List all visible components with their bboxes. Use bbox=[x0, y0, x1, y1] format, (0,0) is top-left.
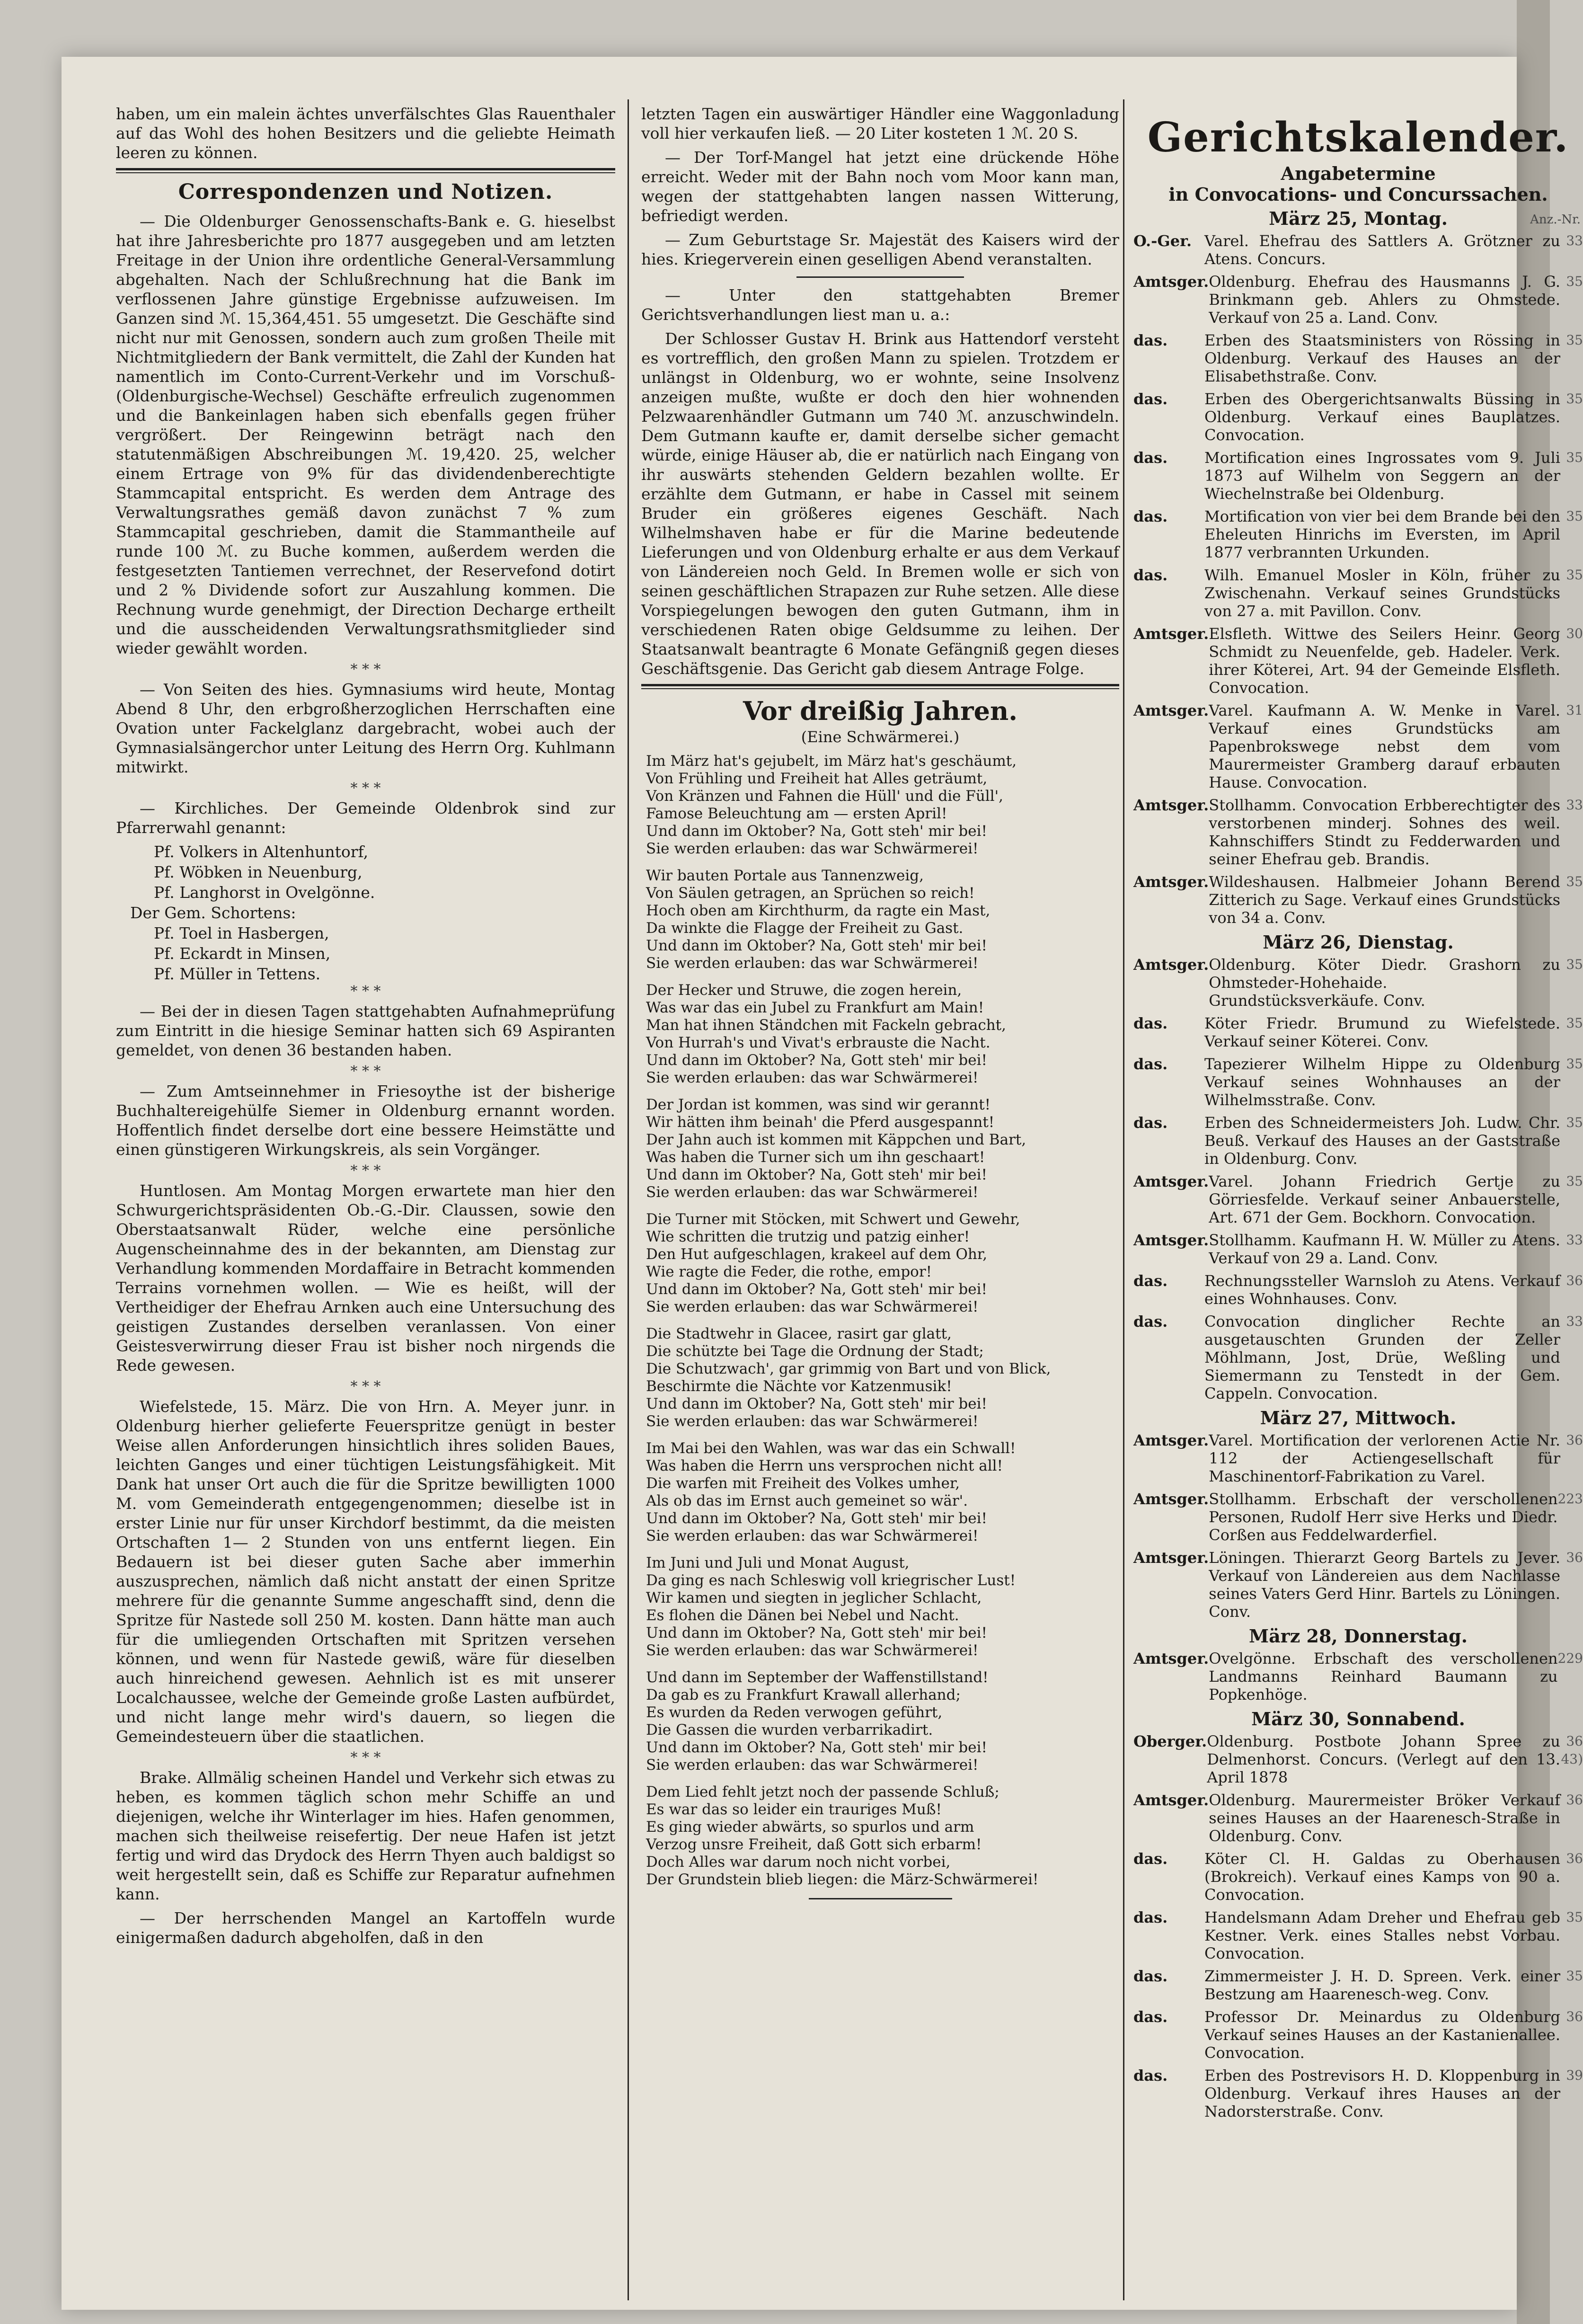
pastor-list bbox=[116, 842, 615, 984]
poem-line: Da ging es nach Schleswig voll kriegrischer Lust! bbox=[646, 1572, 1016, 1589]
calendar-entry bbox=[1133, 1850, 1583, 1904]
entry-text: Löningen. Thierarzt Georg Bartels zu Jever. Verkauf von Ländereien aus dem Nachlasse seines Vaters Gerd Hinr. Bartels zu Löningen. Conv. bbox=[1209, 1549, 1560, 1621]
calendar-day-row bbox=[1133, 1708, 1583, 1730]
asterism: * * * bbox=[350, 1378, 381, 1395]
entry-number: 35 bbox=[1566, 391, 1583, 407]
poem-line: Sie werden erlauben: das war Schwärmerei! bbox=[646, 1069, 979, 1086]
entry-text: Varel. Ehefrau des Sattlers A. Grötzner zu Atens. Concurs. bbox=[1204, 232, 1560, 268]
calendar-day-row bbox=[1133, 1625, 1583, 1647]
entry-number: 33 bbox=[1566, 1232, 1583, 1248]
entry-number: 36 bbox=[1566, 1550, 1583, 1565]
calendar-entry bbox=[1133, 273, 1583, 327]
court-name: Amtsger. bbox=[1133, 873, 1209, 891]
court-name: O.-Ger. bbox=[1133, 232, 1192, 250]
entry-number: 229 bbox=[1557, 1650, 1583, 1666]
poem-line: Man hat ihnen Ständchen mit Fackeln gebracht, bbox=[646, 1017, 1006, 1034]
court-name: Amtsger. bbox=[1133, 956, 1209, 974]
court-name: das. bbox=[1133, 566, 1168, 584]
court-name: das. bbox=[1133, 2067, 1168, 2085]
entry-text: Erben des Obergerichtsanwalts Büssing in Oldenburg. Verkauf eines Bauplatzes. Convocation. bbox=[1204, 390, 1560, 444]
section-rule bbox=[116, 172, 615, 173]
court-name: das. bbox=[1133, 507, 1168, 525]
court-name: das. bbox=[1133, 390, 1168, 408]
article-kirchliches: — Kirchliches. Der Gemeinde Oldenbrok sind zur Pfarrerwahl genannt: bbox=[116, 799, 615, 837]
court-calendar bbox=[1133, 208, 1583, 2120]
calendar-day-heading: März 30, Sonnabend. bbox=[1251, 1708, 1465, 1730]
article-bank: — Die Oldenburger Genossenschafts-Bank e. G. hieselbst hat ihre Jahresberichte pro 1877 ausgegeben und am letzten Freitage in der Union ihre ordentliche General-Versammlung abgehalten. Nach der Schlußrechnung hat die Bank im verflossenen Jahre günstige Ergebnisse aufzuweisen. Im Ganzen sind ℳ. 15,364,451. 55 umgesetzt. Die Geschäfte sind nicht nur mit Genossen, sondern auch zum großen Theile mit Nichtmitgliedern der Bank vermittelt, die Zahl der Kunden hat namentlich im Conto-Current-Verkehr und im Vorschuß- (Oldenburgische-Wechsel) Geschäfte erfreulich zugenommen und die Bankeinlagen haben sich ebenfalls gegen früher vergrößert. Der Reingewinn beträgt nach den statutenmäßigen Abschreibungen ℳ. 19,420. 25, welcher einem Ertrage von 9% für das dividendenberechtigte Stammcapital entspricht. Es werden dem Antrage des Verwaltungsrathes gemäß davon zunächst 7 % zum Stammcapital geschrieben, damit die Stammantheile auf runde 100 ℳ. zu Buche kommen, außerdem werden die festgesetzten Tantiemen verrechnet, der Reservefond dotirt und 2 % Dividende sofort zur Auszahlung kommen. Die Rechnung wurde genehmigt, der Direction Decharge ertheilt und die ausscheidenden Verwaltungsrathsmitglieder sind wieder gewählt worden. bbox=[116, 212, 615, 657]
court-name: das. bbox=[1133, 2008, 1168, 2026]
entry-number: 36 bbox=[1566, 2009, 1583, 2024]
pastor-name: Pf. Langhorst in Ovelgönne. bbox=[154, 883, 375, 902]
entry-number: 39 bbox=[1566, 2067, 1583, 2083]
poem-line: Die Turner mit Stöcken, mit Schwert und Gewehr, bbox=[646, 1211, 1020, 1228]
court-name: Amtsger. bbox=[1133, 1549, 1209, 1567]
entry-text: Handelsmann Adam Dreher und Ehefrau geb Kestner. Verk. eines Stalles nebst Vorbau. Convocation. bbox=[1204, 1908, 1560, 1962]
poem-line: Von Säulen getragen, an Sprüchen so reich! bbox=[646, 885, 975, 902]
poem-stanza bbox=[646, 1325, 1119, 1430]
poem-line: Es ging wieder abwärts, so spurlos und arm bbox=[646, 1818, 974, 1836]
calendar-entry bbox=[1133, 2067, 1583, 2120]
court-name: das. bbox=[1133, 1908, 1168, 1926]
entry-number: 35 bbox=[1566, 1909, 1583, 1925]
poem-line: Es flohen die Dänen bei Nebel und Nacht. bbox=[646, 1607, 959, 1624]
calendar-entry bbox=[1133, 1114, 1583, 1168]
entry-text: Erben des Staatsministers von Rössing in Oldenburg. Verkauf des Hauses an der Elisabethstraße. Conv. bbox=[1204, 331, 1560, 385]
court-name: Oberger. bbox=[1133, 1732, 1207, 1750]
poem-line: Famose Beleuchtung am — ersten April! bbox=[646, 805, 947, 822]
poem-stanza bbox=[646, 1096, 1119, 1201]
calendar-entry bbox=[1133, 701, 1583, 791]
calendar-entry bbox=[1133, 1272, 1583, 1308]
entry-text: Stollhamm. Erbschaft der verschollenen Personen, Rudolf Herr sive Herks und Diedr. Corßen aus Feddelwarderfiel. bbox=[1209, 1490, 1558, 1544]
section-rule bbox=[641, 684, 1119, 686]
court-name: das. bbox=[1133, 1967, 1168, 1985]
calendar-entry bbox=[1133, 1431, 1583, 1485]
poem-line: Verzog unsre Freiheit, daß Gott sich erbarm! bbox=[646, 1836, 982, 1853]
calendar-entry bbox=[1133, 956, 1583, 1010]
calendar-entry bbox=[1133, 625, 1583, 697]
court-name: Amtsger. bbox=[1133, 1490, 1209, 1508]
poem-line: Sie werden erlauben: das war Schwärmerei! bbox=[646, 1642, 979, 1659]
asterism: * * * bbox=[350, 661, 381, 678]
poem-line: Was war das ein Jubel zu Frankfurt am Main! bbox=[646, 999, 984, 1016]
pastor-name: Pf. Wöbken in Neuenburg, bbox=[154, 863, 363, 881]
entry-text: Stollhamm. Convocation Erbberechtigter des verstorbenen minderj. Sohnes des weil. Kahnschiffers Stindt zu Fedderwarden und seiner Ehefrau geb. Brandis. bbox=[1209, 796, 1560, 868]
section-title: Correspondenzen und Notizen. bbox=[178, 180, 553, 204]
entry-text: Tapezierer Wilhelm Hippe zu Oldenburg Verkauf seines Wohnhauses an der Wilhelmsstraße. Conv. bbox=[1204, 1055, 1560, 1109]
calendar-entry bbox=[1133, 1908, 1583, 1962]
poem-line: Und dann im Oktober? Na, Gott steh' mir bei! bbox=[646, 1510, 987, 1527]
entry-text: Erben des Schneidermeisters Joh. Ludw. Chr. Beuß. Verkauf des Hauses an der Gaststraße in Oldenburg. Conv. bbox=[1204, 1114, 1560, 1168]
entry-number: 35 bbox=[1566, 957, 1583, 972]
court-name: das. bbox=[1133, 1014, 1168, 1032]
entry-text: Wildeshausen. Halbmeier Johann Berend Zitterich zu Sage. Verkauf eines Grundstücks von 34 a. Conv. bbox=[1209, 873, 1560, 927]
calendar-entry bbox=[1133, 1172, 1583, 1226]
court-name: das. bbox=[1133, 1272, 1168, 1290]
poem-line: Von Kränzen und Fahnen die Hüll' und die Füll', bbox=[646, 788, 1003, 805]
court-name: das. bbox=[1133, 1114, 1168, 1132]
calendar-entry bbox=[1133, 449, 1583, 503]
poem-line: Sie werden erlauben: das war Schwärmerei! bbox=[646, 840, 979, 857]
divider bbox=[796, 276, 964, 278]
poem-line: Dem Lied fehlt jetzt noch der passende Schluß; bbox=[646, 1783, 999, 1801]
calendar-entry bbox=[1133, 1967, 1583, 2003]
poem-line: Sie werden erlauben: das war Schwärmerei! bbox=[646, 1756, 979, 1774]
asterism: * * * bbox=[350, 1749, 381, 1766]
column-middle bbox=[641, 104, 1119, 2296]
calendar-subtitle: Angabetermine bbox=[1281, 163, 1436, 184]
court-name: Amtsger. bbox=[1133, 1650, 1209, 1668]
poem-stanza bbox=[646, 1440, 1119, 1545]
poem-line: Wie schritten die trutzig und patzig einher! bbox=[646, 1228, 970, 1245]
poem-line: Die Gassen die wurden verbarrikadirt. bbox=[646, 1721, 933, 1739]
section-rule bbox=[641, 688, 1119, 689]
entry-text: Oldenburg. Köter Diedr. Grashorn zu Ohmsteder-Hohehaide. Grundstücksverkäufe. Conv. bbox=[1209, 956, 1560, 1010]
entry-number: 35 bbox=[1566, 874, 1583, 889]
entry-text: Köter Friedr. Brumund zu Wiefelstede. Verkauf seiner Köterei. Conv. bbox=[1204, 1014, 1560, 1050]
poem-line: Im Juni und Juli und Monat August, bbox=[646, 1554, 910, 1571]
poem-stanza bbox=[646, 867, 1119, 972]
court-name: das. bbox=[1133, 449, 1168, 467]
poem-line: Sie werden erlauben: das war Schwärmerei! bbox=[646, 955, 979, 972]
article-brink: Der Schlosser Gustav H. Brink aus Hattendorf versteht es vortrefflich, den großen Mann zu spielen. Trotzdem er unlängst in Oldenburg, wo er wohnte, seine Insolvenz anzeigen mußte, wußte er doch den hier wohnenden Pelzwaarenhändler Gutmann um 740 ℳ. anzuschwindeln. Dem Gutmann kaufte er, damit derselbe sicher gemacht würde, einige Häuser ab, die er natürlich nach Eingang von ihr auswärts stehenden Geldern bezahlen wollte. Er erzählte dem Gutmann, er habe in Cassel mit seinem Bruder ein größeres eigenes Geschäft. Nach Wilhelmshaven habe er für die Marine bedeutende Lieferungen und von Oldenburg erhalte er aus dem Verkauf von Ländereien noch Geld. In Bremen wolle er sich von seinen geschäftlichen Strapazen zur Ruhe setzen. Alle diese Vorspiegelungen bewogen den guten Gutmann, ihm in verschiedenen Raten obige Geldsumme zu leihen. Der Staatsanwalt beantragte 6 Monate Gefängniß gegen dieses Geschäftsgenie. Das Gericht gab diesem Antrage Folge. bbox=[641, 329, 1119, 678]
calendar-entry bbox=[1133, 796, 1583, 868]
divider bbox=[809, 1898, 952, 1899]
column-rule bbox=[628, 99, 629, 2300]
calendar-entry bbox=[1133, 1055, 1583, 1109]
column-label: Anz.-Nr. bbox=[1530, 213, 1581, 227]
entry-number: 36 bbox=[1566, 1851, 1583, 1866]
calendar-day-row bbox=[1133, 208, 1583, 229]
poem-line: Was haben die Herrn uns versprochen nicht all! bbox=[646, 1457, 1003, 1474]
article-friesoythe: — Zum Amtseinnehmer in Friesoythe ist der bisherige Buchhaltereigehülfe Siemer in Oldenburg ernannt worden. Hoffentlich findet derselbe dort eine bessere Heimstätte und einen günstigeren Wirkungskreis, als sein Vorgänger. bbox=[116, 1082, 615, 1159]
calendar-entry bbox=[1133, 2008, 1583, 2062]
article-gymnasium: — Von Seiten des hies. Gymnasiums wird heute, Montag Abend 8 Uhr, den erbgroßherzoglichen Herrschaften eine Ovation unter Fackelglanz dargebracht, wobei auch der Gymnasialsängerchor unter Leitung des Herrn Org. Kuhlmann mitwirkt. bbox=[116, 680, 615, 776]
column-left bbox=[116, 104, 615, 2296]
entry-text: Mortification von vier bei dem Brande bei den Eheleuten Hinrichs im Eversten, im April 1877 verbrannten Urkunden. bbox=[1204, 507, 1560, 561]
asterism: * * * bbox=[350, 1063, 381, 1080]
entry-text: Varel. Johann Friedrich Gertje zu Görriesfelde. Verkauf seiner Anbauerstelle, Art. 671 der Gem. Bockhorn. Convocation. bbox=[1209, 1172, 1560, 1226]
poem-line: Die Stadtwehr in Glacee, rasirt gar glatt, bbox=[646, 1325, 952, 1342]
entry-number: 35 bbox=[1566, 1968, 1583, 1984]
entry-number: 35 bbox=[1566, 274, 1583, 289]
calendar-entry bbox=[1133, 1549, 1583, 1621]
poem-line: Sie werden erlauben: das war Schwärmerei! bbox=[646, 1298, 979, 1315]
article-kaiser: — Zum Geburtstage Sr. Majestät des Kaisers wird der hies. Kriegerverein einen geselligen Abend veranstalten. bbox=[641, 231, 1119, 268]
poem-line: Wie ragte die Feder, die rothe, empor! bbox=[646, 1263, 932, 1280]
poem-line: Beschirmte die Nächte vor Katzenmusik! bbox=[646, 1378, 952, 1395]
poem-stanza bbox=[646, 1211, 1119, 1316]
poem-line: Und dann im Oktober? Na, Gott steh' mir bei! bbox=[646, 1739, 987, 1756]
entry-text: Erben des Postrevisors H. D. Kloppenburg in Oldenburg. Verkauf ihres Hauses an der Nadorsterstraße. Conv. bbox=[1204, 2067, 1560, 2120]
entry-number: 36 43) bbox=[1561, 1733, 1583, 1767]
poem-line: Und dann im Oktober? Na, Gott steh' mir bei! bbox=[646, 1052, 987, 1069]
entry-text: Köter Cl. H. Galdas zu Oberhausen (Brokreich). Verkauf eines Kamps von 90 a. Convocation. bbox=[1204, 1850, 1560, 1904]
poem-subtitle: (Eine Schwärmerei.) bbox=[801, 728, 960, 746]
calendar-entry bbox=[1133, 873, 1583, 927]
entry-number: 33 bbox=[1566, 797, 1583, 813]
entry-text: Oldenburg. Maurermeister Bröker Verkauf seines Hauses an der Haarenesch-Straße in Oldenburg. Conv. bbox=[1209, 1791, 1560, 1845]
poem-stanza bbox=[646, 753, 1119, 858]
calendar-subtitle: in Convocations- und Concurssachen. bbox=[1168, 184, 1548, 205]
poem-line: Und dann im Oktober? Na, Gott steh' mir bei! bbox=[646, 1624, 987, 1641]
poem-title: Vor dreißig Jahren. bbox=[743, 696, 1018, 726]
calendar-entry bbox=[1133, 1650, 1583, 1703]
entry-number: 35 bbox=[1566, 450, 1583, 465]
court-name: das. bbox=[1133, 1055, 1168, 1073]
court-name: Amtsger. bbox=[1133, 273, 1209, 291]
poem bbox=[641, 753, 1119, 1889]
poem-stanza bbox=[646, 1783, 1119, 1889]
article-huntlosen: Huntlosen. Am Montag Morgen erwartete man hier den Schwurgerichtspräsidenten Ob.-G.-Dir. Claussen, sowie den Oberstaatsanwalt Rüder, welche eine persönliche Augenscheinnahme des in der bekannten, am Dienstag zur Verhandlung kommenden Mordaffaire in Betracht kommenden Terrains vornehmen wollen. — Wie es heißt, will der Vertheidiger der Ehefrau Arnken auch eine Untersuchung des geistigen Zustandes derselben veranlassen. Von einer Geistesverwirrung dieser Frau ist bisher noch nirgends die Rede gewesen. bbox=[116, 1181, 615, 1375]
entry-number: 35 bbox=[1566, 567, 1583, 583]
calendar-day-row bbox=[1133, 1407, 1583, 1428]
court-name: Amtsger. bbox=[1133, 1791, 1209, 1809]
asterism: * * * bbox=[350, 780, 381, 797]
calendar-entry bbox=[1133, 1791, 1583, 1845]
entry-number: 36 bbox=[1566, 1792, 1583, 1808]
poem-line: Und dann im Oktober? Na, Gott steh' mir bei! bbox=[646, 937, 987, 954]
article-seminar: — Bei der in diesen Tagen stattgehabten Aufnahmeprüfung zum Eintritt in die hiesige Seminar hatten sich 69 Aspiranten gemeldet, von denen 36 bestanden haben. bbox=[116, 1002, 615, 1059]
calendar-entry bbox=[1133, 507, 1583, 561]
column-rule bbox=[1123, 99, 1124, 2300]
calendar-entry bbox=[1133, 1313, 1583, 1402]
poem-line: Sie werden erlauben: das war Schwärmerei! bbox=[646, 1413, 979, 1430]
calendar-entry bbox=[1133, 331, 1583, 385]
court-name: Amtsger. bbox=[1133, 1431, 1209, 1449]
entry-text: Oldenburg. Postbote Johann Spree zu Delmenhorst. Concurs. (Verlegt auf den 13. April 1878 bbox=[1207, 1732, 1560, 1786]
entry-number: 31 bbox=[1566, 702, 1583, 718]
poem-line: Und dann im September der Waffenstillstand! bbox=[646, 1669, 989, 1686]
entry-text: Convocation dinglicher Rechte an ausgetauschten Grunden der Zeller Möhlmann, Jost, Drüe, Weßling und Siemermann zu Tenstedt in der Gem. Cappeln. Convocation. bbox=[1204, 1313, 1560, 1402]
calendar-day-heading: März 27, Mittwoch. bbox=[1260, 1407, 1457, 1428]
court-name: Amtsger. bbox=[1133, 1231, 1209, 1249]
poem-line: Im Mai bei den Wahlen, was war das ein Schwall! bbox=[646, 1440, 1016, 1457]
entry-number: 223 bbox=[1557, 1491, 1583, 1507]
poem-stanza bbox=[646, 1554, 1119, 1659]
entry-text: Varel. Kaufmann A. W. Menke in Varel. Verkauf eines Grundstücks am Papenbrokswege nebst dem vom Maurermeister Gramberg darauf erbauten Hause. Convocation. bbox=[1209, 701, 1560, 791]
poem-line: Wir bauten Portale aus Tannenzweig, bbox=[646, 867, 924, 884]
poem-line: Der Grundstein blieb liegen: die März-Schwärmerei! bbox=[646, 1871, 1039, 1888]
entry-text: Ovelgönne. Erbschaft des verschollenen Landmanns Reinhard Baumann zu Popkenhöge. bbox=[1209, 1650, 1558, 1703]
poem-line: Die schützte bei Tage die Ordnung der Stadt; bbox=[646, 1343, 984, 1360]
poem-line: Sie werden erlauben: das war Schwärmerei! bbox=[646, 1184, 979, 1201]
entry-text: Stollhamm. Kaufmann H. W. Müller zu Atens. Verkauf von 29 a. Land. Conv. bbox=[1209, 1231, 1560, 1267]
court-name: Amtsger. bbox=[1133, 625, 1209, 643]
pastor-name: Pf. Toel in Hasbergen, bbox=[154, 924, 329, 942]
poem-line: Die warfen mit Freiheit des Volkes umher, bbox=[646, 1475, 960, 1492]
court-name: das. bbox=[1133, 1313, 1168, 1331]
pastor-name: Pf. Müller in Tettens. bbox=[154, 965, 321, 983]
poem-line: Da winkte die Flagge der Freiheit zu Gast. bbox=[646, 920, 964, 937]
poem-stanza bbox=[646, 1669, 1119, 1774]
pastor-name: Pf. Volkers in Altenhuntorf, bbox=[154, 843, 369, 861]
poem-line: Doch Alles war darum noch nicht vorbei, bbox=[646, 1854, 951, 1871]
entry-number: 35 bbox=[1566, 332, 1583, 348]
entry-text: Elsfleth. Wittwe des Seilers Heinr. Georg Schmidt zu Neuenfelde, geb. Hadeler. Verk. ihrer Köterei, Art. 94 der Gemeinde Elsfleth. Convocation. bbox=[1209, 625, 1560, 697]
entry-text: Varel. Mortification der verlorenen Actie Nr. 112 der Actiengesellschaft für Maschinentorf-Fabrikation zu Varel. bbox=[1209, 1431, 1560, 1485]
poem-line: Und dann im Oktober? Na, Gott steh' mir bei! bbox=[646, 1166, 987, 1183]
calendar-day-heading: März 26, Dienstag. bbox=[1263, 931, 1454, 953]
section-rule bbox=[116, 168, 615, 170]
poem-stanza bbox=[646, 982, 1119, 1087]
entry-number: 33 bbox=[1566, 233, 1583, 248]
poem-line: Sie werden erlauben: das war Schwärmerei! bbox=[646, 1527, 979, 1544]
poem-line: Von Hurrah's und Vivat's erbrauste die Nacht. bbox=[646, 1034, 990, 1051]
entry-number: 35 bbox=[1566, 508, 1583, 524]
calendar-entry bbox=[1133, 1231, 1583, 1267]
article-bremer: — Unter den stattgehabten Bremer Gerichtsverhandlungen liest man u. a.: bbox=[641, 286, 1119, 324]
entry-text: Zimmermeister J. H. D. Spreen. Verk. einer Bestzung am Haarenesch-weg. Conv. bbox=[1204, 1967, 1560, 2003]
entry-number: 36 bbox=[1566, 1432, 1583, 1448]
court-name: Amtsger. bbox=[1133, 796, 1209, 814]
court-name: das. bbox=[1133, 1850, 1168, 1868]
column-right bbox=[1133, 104, 1583, 2296]
poem-line: Da gab es zu Frankfurt Krawall allerhand; bbox=[646, 1686, 961, 1703]
calendar-day-heading: März 28, Donnerstag. bbox=[1249, 1625, 1468, 1647]
entry-number: 35 bbox=[1566, 1115, 1583, 1130]
calendar-entry bbox=[1133, 232, 1583, 268]
poem-line: Hoch oben am Kirchthurm, da ragte ein Mast, bbox=[646, 902, 990, 919]
parish-label: Der Gem. Schortens: bbox=[130, 904, 296, 922]
poem-line: Im März hat's gejubelt, im März hat's geschäumt, bbox=[646, 753, 1017, 770]
article-brake: Brake. Allmälig scheinen Handel und Verkehr sich etwas zu heben, es kommen täglich schon mehr Schiffe an und diejenigen, welche ihr Winterlager im hies. Hafen genommen, machen sich theilweise reisefertig. Der neue Hafen ist jetzt fertig und wird das Drydock des Herrn Thyen auch baldigst so weit hergestellt sein, daß es Schiffe zur Reparatur aufnehmen kann. bbox=[116, 1768, 615, 1903]
calendar-title: Gerichtskalender. bbox=[1147, 114, 1569, 161]
poem-line: Es wurden da Reden verwogen geführt, bbox=[646, 1704, 943, 1721]
poem-line: Es war das so leider ein trauriges Muß! bbox=[646, 1801, 942, 1818]
entry-text: Mortification eines Ingrossates vom 9. Juli 1873 auf Wilhelm von Seggern an der Wiechelnstraße bei Oldenburg. bbox=[1204, 449, 1560, 503]
poem-line: Der Hecker und Struwe, die zogen herein, bbox=[646, 982, 962, 999]
poem-line: Wir kamen und siegten in jeglicher Schlacht, bbox=[646, 1589, 982, 1606]
calendar-day-row bbox=[1133, 931, 1583, 953]
court-name: Amtsger. bbox=[1133, 701, 1209, 719]
entry-text: Oldenburg. Ehefrau des Hausmanns J. G. Brinkmann geb. Ahlers zu Ohmstede. Verkauf von 25 a. Land. Conv. bbox=[1209, 273, 1560, 327]
poem-line: Was haben die Turner sich um ihn geschaart! bbox=[646, 1149, 985, 1166]
calendar-entry bbox=[1133, 566, 1583, 620]
asterism: * * * bbox=[350, 1162, 381, 1179]
article-kartoffel: — Der herrschenden Mangel an Kartoffeln wurde einigermaßen dadurch abgeholfen, daß in den bbox=[116, 1909, 615, 1947]
article-torf: — Der Torf-Mangel hat jetzt eine drückende Höhe erreicht. Weder mit der Bahn noch vom Moor kann man, wegen der stattgehabten langen nassen Witterung, befriedigt werden. bbox=[641, 148, 1119, 225]
calendar-entry bbox=[1133, 1490, 1583, 1544]
article-continued: letzten Tagen ein auswärtiger Händler eine Waggonladung voll hier verkaufen ließ. — 20 Liter kosteten 1 ℳ. 20 S. bbox=[641, 105, 1119, 142]
entry-text: Rechnungssteller Warnsloh zu Atens. Verkauf eines Wohnhauses. Conv. bbox=[1204, 1272, 1560, 1308]
entry-number: 36 bbox=[1566, 1273, 1583, 1288]
pastor-name: Pf. Eckardt in Minsen, bbox=[154, 944, 331, 963]
poem-line: Und dann im Oktober? Na, Gott steh' mir bei! bbox=[646, 1281, 987, 1298]
poem-line: Die Schutzwach', gar grimmig von Bart und von Blick, bbox=[646, 1360, 1051, 1377]
poem-line: Als ob das im Ernst auch gemeinet so wär'. bbox=[646, 1492, 968, 1509]
poem-line: Und dann im Oktober? Na, Gott steh' mir bei! bbox=[646, 823, 987, 840]
poem-line: Von Frühling und Freiheit hat Alles geträumt, bbox=[646, 770, 988, 787]
asterism: * * * bbox=[350, 983, 381, 1000]
poem-line: Der Jahn auch ist kommen mit Käppchen und Bart, bbox=[646, 1131, 1026, 1148]
calendar-entry bbox=[1133, 1732, 1583, 1786]
article-wiefelstede: Wiefelstede, 15. März. Die von Hrn. A. Meyer junr. in Oldenburg hierher gelieferte Feuerspritze genügt in bester Weise allen Anforderungen hinsichtlich ihres soliden Baues, leichten Ganges und einer tüchtigen Leistungsfähigkeit. Mit Dank hat unser Ort auch die für die Spritze bewilligten 1000 M. vom Gemeinderath entgegengenommen; dieselbe ist in erster Linie nur für unser Kirchdorf bestimmt, da die meisten Ortschaften 1— 2 Stunden von uns entfernt liegen. Ein Bedauern ist bei dieser guten Sache aber immerhin auszusprechen, nämlich daß nicht anstatt der einen Spritze mehrere für die genannte Summe angeschafft sind, denn die Spritze für Nastede soll 250 M. kosten. Dann hätte man auch für die umliegenden Ortschaften mit Spritzen versehen können, und wenn für Nastede gewiß, wäre für dieselben auch hinreichend gewesen. Aehnlich ist es mit unserer Localchaussee, welche der Gemeinde große Lasten aufbürdet, und nicht lange mehr wird's dauern, so liegen die Gemeindesteuern über die staatlichen. bbox=[116, 1397, 615, 1746]
entry-number: 35 bbox=[1566, 1173, 1583, 1189]
entry-number: 35 bbox=[1566, 1056, 1583, 1072]
court-name: Amtsger. bbox=[1133, 1172, 1209, 1190]
court-name: das. bbox=[1133, 331, 1168, 349]
entry-text: Professor Dr. Meinardus zu Oldenburg Verkauf seines Hauses an der Kastanienallee. Convocation. bbox=[1204, 2008, 1560, 2062]
newspaper-page bbox=[62, 57, 1583, 2310]
entry-number: 30 bbox=[1566, 626, 1583, 641]
poem-line: Und dann im Oktober? Na, Gott steh' mir bei! bbox=[646, 1395, 987, 1412]
calendar-day-heading: März 25, Montag. bbox=[1269, 208, 1448, 229]
entry-text: Wilh. Emanuel Mosler in Köln, früher zu Zwischenahn. Verkauf seines Grundstücks von 27 a. mit Pavillon. Conv. bbox=[1204, 566, 1560, 620]
entry-number: 35 bbox=[1566, 1015, 1583, 1031]
intro-paragraph: haben, um ein malein ächtes unverfälschtes Glas Rauenthaler auf das Wohl des hohen Besitzers und die geliebte Heimath leeren zu können. bbox=[116, 105, 615, 162]
calendar-entry bbox=[1133, 1014, 1583, 1050]
entry-number: 33 bbox=[1566, 1313, 1583, 1329]
calendar-entry bbox=[1133, 390, 1583, 444]
poem-line: Den Hut aufgeschlagen, krakeel auf dem Ohr, bbox=[646, 1246, 988, 1263]
poem-line: Der Jordan ist kommen, was sind wir gerannt! bbox=[646, 1096, 991, 1113]
poem-line: Wir hätten ihm beinah' die Pferd ausgespannt! bbox=[646, 1114, 995, 1131]
